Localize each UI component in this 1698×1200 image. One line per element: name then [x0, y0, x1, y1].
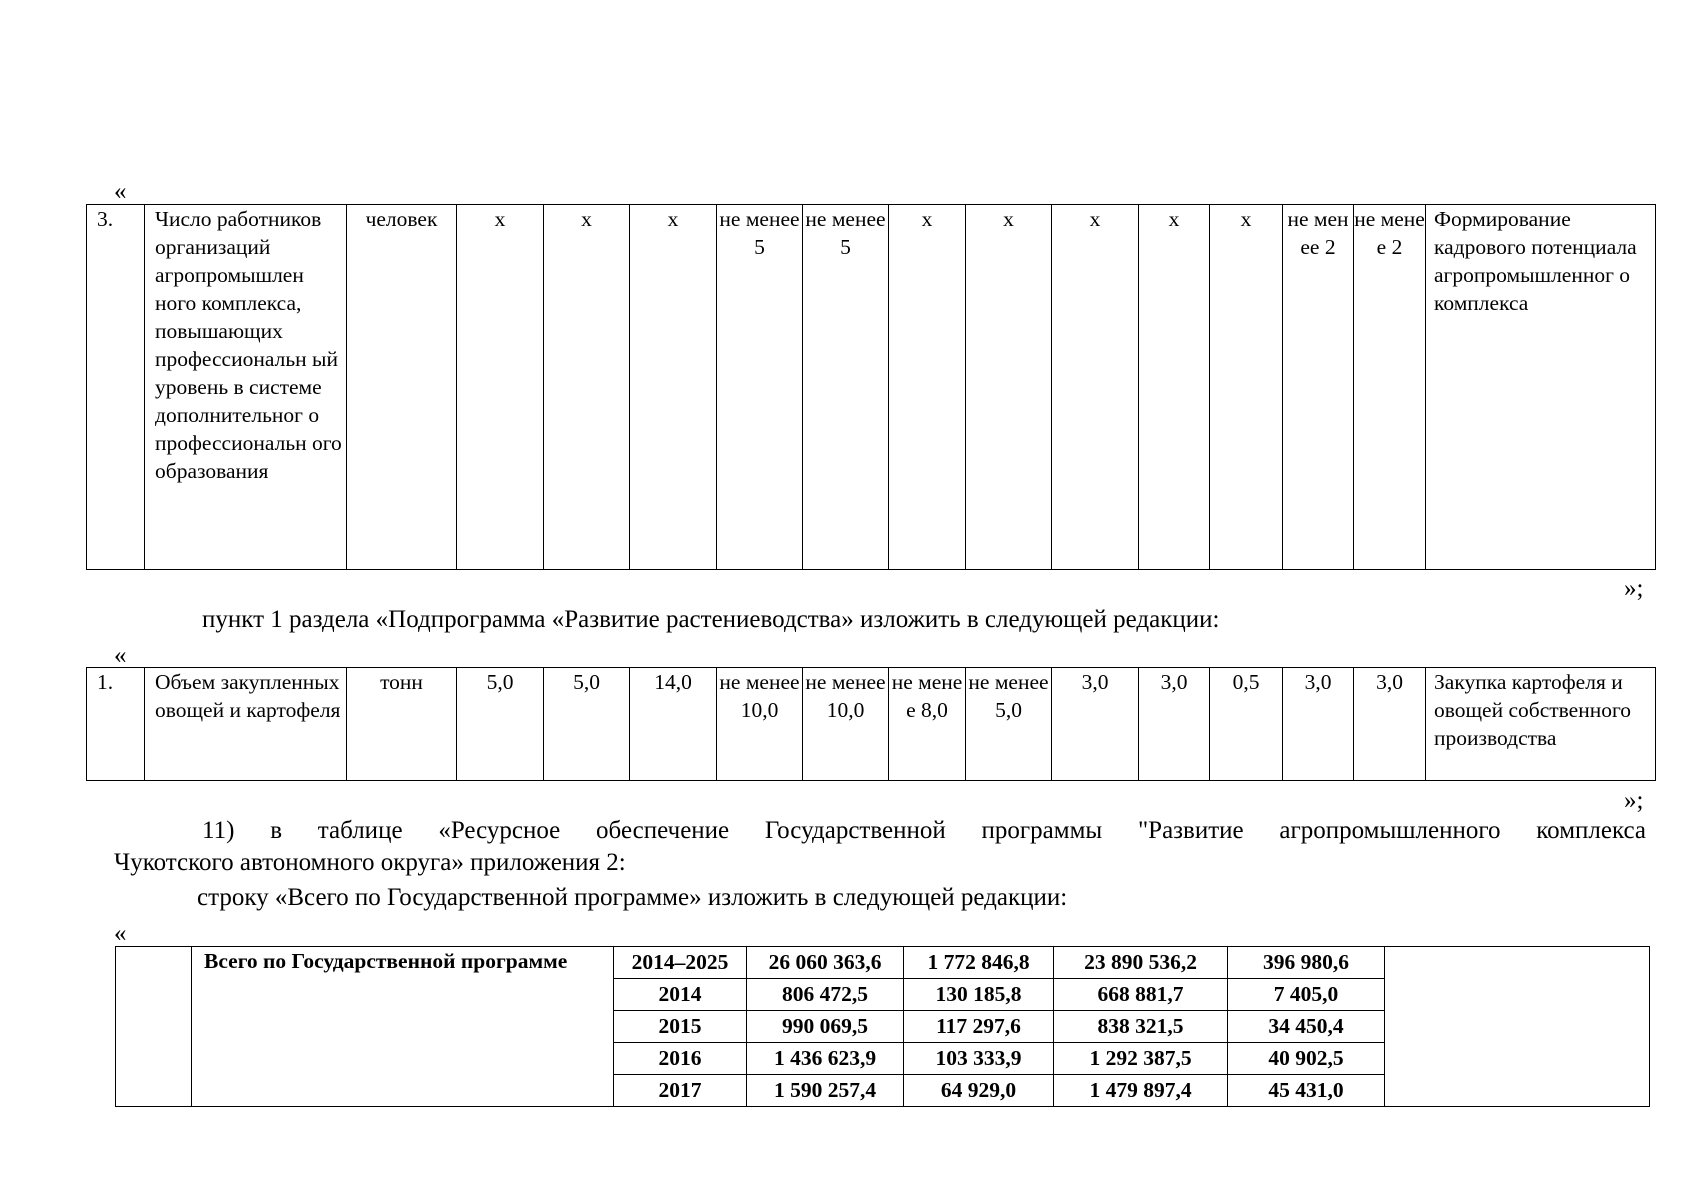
- period-cell: 2014: [614, 979, 747, 1011]
- table-row: [87, 668, 1656, 781]
- value-cell: 0,5: [1210, 668, 1283, 781]
- value-cell: не менее 10,0: [717, 668, 803, 781]
- indicator-table-a: [86, 204, 1656, 570]
- value-cell: х: [1210, 205, 1283, 570]
- indicator-name: Число работников организаций агропромышлен ного комплекса, повышающих профессиональн ый уровень в системе дополнительног о профессиональн ого образования: [145, 205, 347, 570]
- value-cell: 3,0: [1052, 668, 1139, 781]
- value-cell: 117 297,6: [904, 1011, 1054, 1043]
- value-cell: х: [630, 205, 717, 570]
- value-cell: не мене е 2: [1354, 205, 1426, 570]
- total-cell: 26 060 363,6: [747, 947, 904, 979]
- period-cell: 2016: [614, 1043, 747, 1075]
- value-cell: 3,0: [1139, 668, 1210, 781]
- value-cell: 838 321,5: [1054, 1011, 1228, 1043]
- paragraph-item-1: пункт 1 раздела «Подпрограмма «Развитие растениеводства» изложить в следующей редакции:: [202, 606, 1220, 633]
- value-cell: 3,0: [1354, 668, 1426, 781]
- indicator-table-b: [86, 667, 1656, 781]
- row-number: 3.: [87, 205, 145, 570]
- opening-quote: «: [114, 642, 127, 669]
- value-cell: 5,0: [544, 668, 630, 781]
- value-cell: 14,0: [630, 668, 717, 781]
- value-cell: 103 333,9: [904, 1043, 1054, 1075]
- value-cell: 3,0: [1283, 668, 1354, 781]
- value-cell: 34 450,4: [1228, 1011, 1385, 1043]
- value-cell: х: [1052, 205, 1139, 570]
- closing-quote: »;: [1624, 787, 1644, 814]
- unit-cell: человек: [347, 205, 457, 570]
- row-number: 1.: [87, 668, 145, 781]
- period-cell: 2015: [614, 1011, 747, 1043]
- indicator-name: Объем закупленных овощей и картофеля: [145, 668, 347, 781]
- empty-cell: [1385, 947, 1650, 1107]
- value-cell: 1 292 387,5: [1054, 1043, 1228, 1075]
- value-cell: не менее 5: [717, 205, 803, 570]
- value-cell: 23 890 536,2: [1054, 947, 1228, 979]
- expected-result: Закупка картофеля и овощей собственного производства: [1426, 668, 1656, 781]
- opening-quote: «: [114, 920, 127, 947]
- empty-cell: [116, 947, 192, 1107]
- unit-cell: тонн: [347, 668, 457, 781]
- value-cell: х: [1139, 205, 1210, 570]
- value-cell: 1 772 846,8: [904, 947, 1054, 979]
- paragraph-item-11-line1: 11) в таблице «Ресурсное обеспечение Государственной программы "Развитие агропромышленного комплекса: [202, 817, 1646, 844]
- closing-quote: »;: [1624, 575, 1644, 602]
- value-cell: 7 405,0: [1228, 979, 1385, 1011]
- resource-table: [115, 946, 1650, 1107]
- value-cell: 668 881,7: [1054, 979, 1228, 1011]
- period-cell: 2014–2025: [614, 947, 747, 979]
- value-cell: 1 479 897,4: [1054, 1075, 1228, 1107]
- value-cell: 45 431,0: [1228, 1075, 1385, 1107]
- value-cell: х: [889, 205, 966, 570]
- total-cell: 1 436 623,9: [747, 1043, 904, 1075]
- total-cell: 1 590 257,4: [747, 1075, 904, 1107]
- value-cell: 130 185,8: [904, 979, 1054, 1011]
- total-cell: 990 069,5: [747, 1011, 904, 1043]
- value-cell: не мен ее 2: [1283, 205, 1354, 570]
- value-cell: 5,0: [457, 668, 544, 781]
- table-row: [87, 205, 1656, 570]
- total-cell: 806 472,5: [747, 979, 904, 1011]
- opening-quote: «: [114, 178, 127, 205]
- value-cell: не менее 5,0: [966, 668, 1052, 781]
- value-cell: х: [457, 205, 544, 570]
- expected-result: Формирование кадрового потенциала агропромышленног о комплекса: [1426, 205, 1656, 570]
- row-label: Всего по Государственной программе: [192, 947, 614, 1107]
- value-cell: не менее 5: [803, 205, 889, 570]
- value-cell: 396 980,6: [1228, 947, 1385, 979]
- value-cell: не мене е 8,0: [889, 668, 966, 781]
- value-cell: 40 902,5: [1228, 1043, 1385, 1075]
- paragraph-item-11-line2: Чукотского автономного округа» приложения 2:: [114, 849, 626, 876]
- value-cell: х: [966, 205, 1052, 570]
- value-cell: 64 929,0: [904, 1075, 1054, 1107]
- table-row: [116, 947, 1650, 979]
- paragraph-instruction: строку «Всего по Государственной программе» изложить в следующей редакции:: [197, 884, 1068, 911]
- value-cell: не менее 10,0: [803, 668, 889, 781]
- period-cell: 2017: [614, 1075, 747, 1107]
- value-cell: х: [544, 205, 630, 570]
